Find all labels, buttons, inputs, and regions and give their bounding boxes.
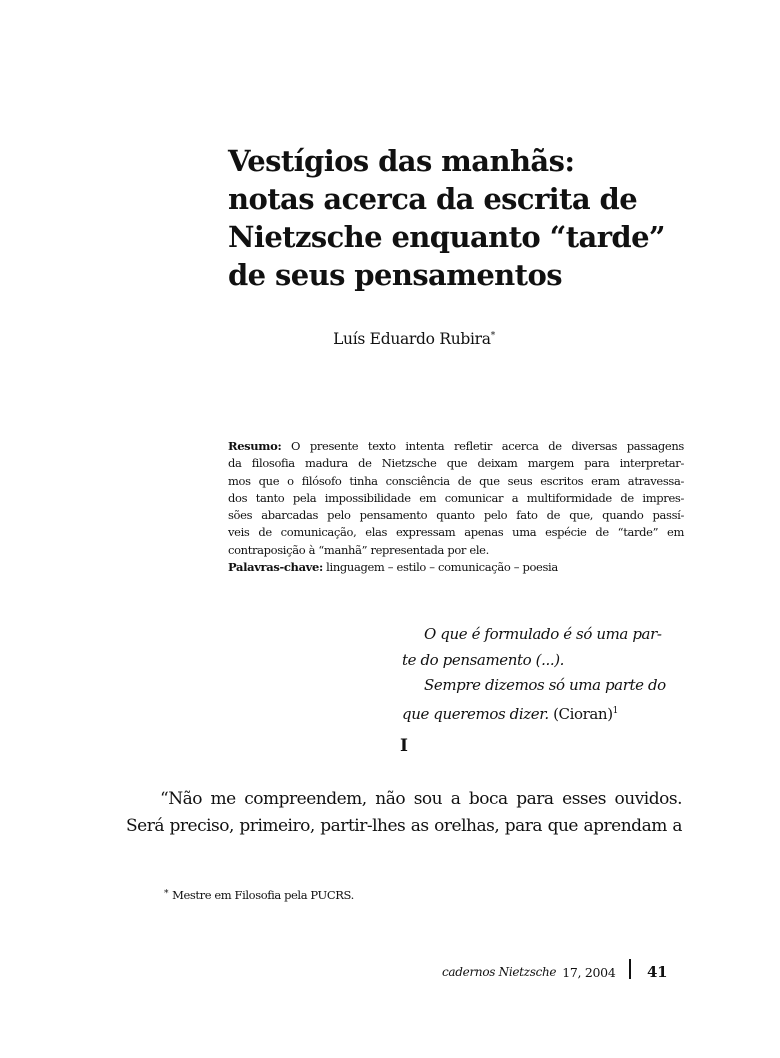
epigraph [402,622,702,727]
page-number: 41 [646,963,668,981]
title-line: notas acerca da escrita de [228,182,638,216]
title-line: Nietzsche enquanto “tarde” [228,220,666,254]
keywords-label: Palavras-chave: [228,560,323,575]
author-line [0,330,780,348]
abstract-line: da filosofia madura de Nietzsche que deixam margem para interpretar- [228,456,684,471]
keywords-line [228,559,684,576]
abstract-line [228,438,684,455]
body-line: “Não me compreendem, não sou a boca para esses ouvidos. [160,789,682,809]
body-line: Será preciso, primeiro, partir-lhes as orelhas, para que aprendam a [126,816,682,836]
author-name: Luís Eduardo Rubira [333,330,491,348]
section-heading: I [400,736,408,756]
title-line: Vestígios das manhãs: [228,144,575,178]
article-title [228,142,698,294]
footer-divider [629,959,631,979]
abstract [228,438,684,576]
journal-name: cadernos Nietzsche [442,965,557,979]
abstract-line: contraposição à “manhã” representada por ele. [228,542,489,557]
epigraph-line [402,648,702,674]
epigraph-attribution: (Cioran) [553,704,613,723]
epigraph-line [402,622,702,648]
epigraph-text: O que é formulado é só uma par- [424,625,662,643]
footnote-marker: * [164,889,169,899]
footnote-reference: 1 [612,705,618,716]
epigraph-line [402,673,702,699]
title-line: de seus pensamentos [228,258,562,292]
epigraph-text: Sempre dizemos só uma parte do [424,676,666,694]
footnote-text: Mestre em Filosofia pela PUCRS. [172,888,354,902]
body-paragraph [126,786,682,840]
author-footnote-marker: * [490,330,495,341]
journal-issue: 17, 2004 [562,964,616,980]
epigraph-line [402,699,702,728]
running-footer [442,962,667,982]
epigraph-text: que queremos dizer. [402,704,549,723]
abstract-line: veis de comunicação, elas expressam apenas uma espécie de “tarde” em [228,525,684,540]
abstract-line: sões abarcadas pelo pensamento quanto pelo fato de que, quando passí- [228,508,684,523]
abstract-text: O presente texto intenta refletir acerca de diversas passagens [291,439,684,453]
epigraph-text: te do pensamento (...). [402,650,565,669]
abstract-label: Resumo: [228,439,282,453]
abstract-line: dos tanto pela impossibilidade em comunicar a multiformidade de impres- [228,490,684,505]
abstract-line: mos que o filósofo tinha consciência de que seus escritos eram atravessa- [228,473,684,488]
footnote [164,888,354,902]
keywords-text: linguagem – estilo – comunicação – poesia [326,560,558,575]
